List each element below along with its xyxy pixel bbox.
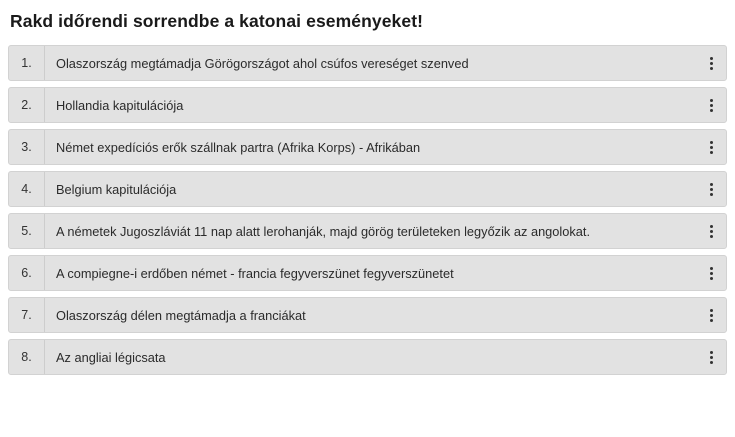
list-item[interactable] bbox=[8, 87, 727, 123]
drag-handle-vertical-dots-icon[interactable] bbox=[696, 256, 726, 290]
list-item[interactable] bbox=[8, 129, 727, 165]
list-item-number: 7. bbox=[9, 298, 45, 332]
drag-handle-vertical-dots-icon[interactable] bbox=[696, 172, 726, 206]
list-item-label: Hollandia kapitulációja bbox=[56, 97, 184, 113]
list-item-number: 2. bbox=[9, 88, 45, 122]
drag-handle-vertical-dots-icon[interactable] bbox=[696, 214, 726, 248]
list-item-label: A németek Jugoszláviát 11 nap alatt lerohanják, majd görög területeken legyőzik az angolokat. bbox=[56, 223, 591, 239]
list-item-label: Olaszország délen megtámadja a franciákat bbox=[56, 307, 306, 323]
list-item-number: 4. bbox=[9, 172, 45, 206]
drag-handle-vertical-dots-icon[interactable] bbox=[696, 340, 726, 374]
page-title: Rakd időrendi sorrendbe a katonai eseményeket! bbox=[10, 11, 424, 31]
list-item-number: 6. bbox=[9, 256, 45, 290]
list-item[interactable] bbox=[8, 339, 727, 375]
list-item-label: A compiegne-i erdőben német - francia fegyverszünet fegyverszünetet bbox=[56, 265, 454, 281]
list-item[interactable] bbox=[8, 255, 727, 291]
list-item-label: Belgium kapitulációja bbox=[56, 181, 177, 197]
list-item[interactable] bbox=[8, 297, 727, 333]
list-item-number: 8. bbox=[9, 340, 45, 374]
list-item-label: Az angliai légicsata bbox=[56, 349, 166, 365]
drag-handle-vertical-dots-icon[interactable] bbox=[696, 130, 726, 164]
list-item[interactable] bbox=[8, 171, 727, 207]
list-item[interactable] bbox=[8, 213, 727, 249]
list-item-number: 5. bbox=[9, 214, 45, 248]
list-item-label: Olaszország megtámadja Görögországot ahol csúfos vereséget szenved bbox=[56, 55, 469, 71]
list-item-number: 3. bbox=[9, 130, 45, 164]
drag-handle-vertical-dots-icon[interactable] bbox=[696, 46, 726, 80]
list-item[interactable] bbox=[8, 45, 727, 81]
list-item-number: 1. bbox=[9, 46, 45, 80]
drag-handle-vertical-dots-icon[interactable] bbox=[696, 298, 726, 332]
sortable-list bbox=[8, 45, 727, 375]
list-item-label: Német expedíciós erők szállnak partra (Afrika Korps) - Afrikában bbox=[56, 139, 421, 155]
drag-handle-vertical-dots-icon[interactable] bbox=[696, 88, 726, 122]
exercise-page bbox=[0, 10, 735, 437]
